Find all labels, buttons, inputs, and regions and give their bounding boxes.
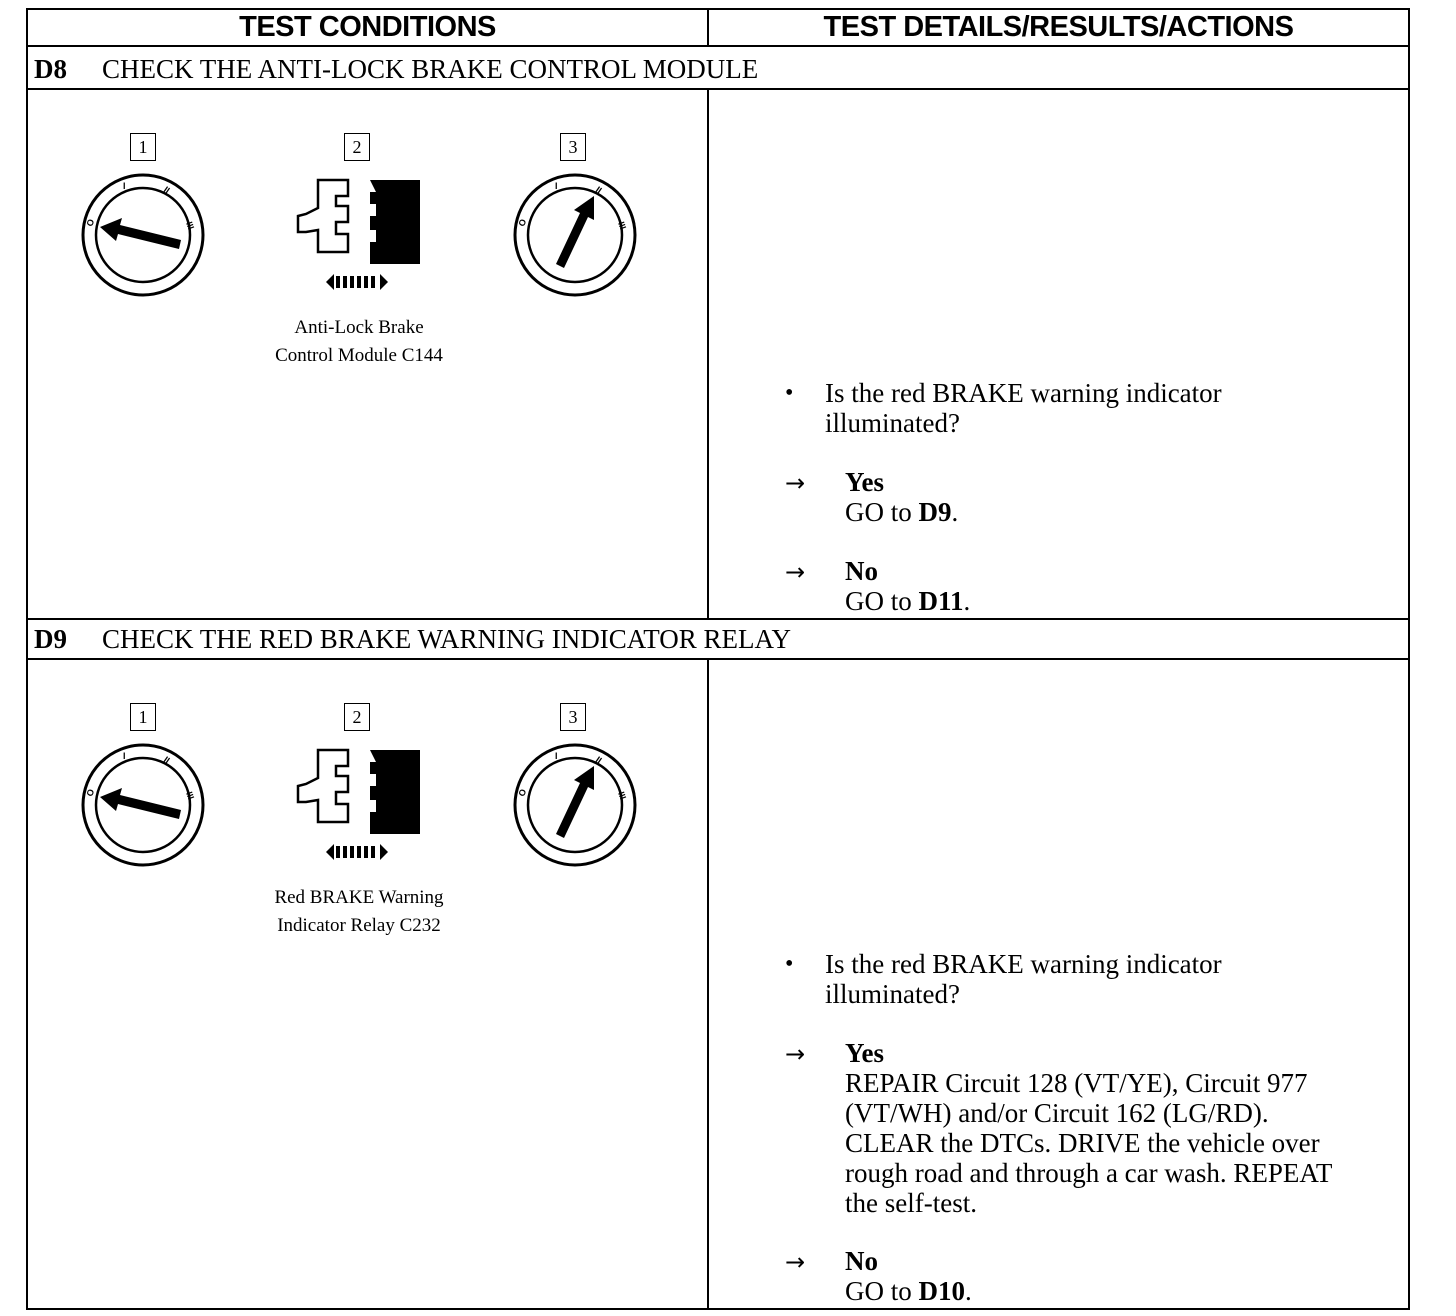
d8-no-result	[845, 556, 970, 616]
d9-yes-line-1: REPAIR Circuit 128 (VT/YE), Circuit 977	[845, 1068, 1308, 1098]
d9-yes-line-2: (VT/WH) and/or Circuit 162 (LG/RD).	[845, 1098, 1269, 1128]
d9-yes-line-5: the self-test.	[845, 1188, 977, 1218]
d9-yes-result	[845, 1038, 1332, 1218]
d9-step-number-3: 3	[560, 703, 586, 731]
d9-step-title	[34, 620, 791, 658]
ignition-switch-off-icon	[78, 740, 208, 870]
d8-yes-arrow-icon: →	[785, 469, 806, 497]
d8-caption-line-1: Anti-Lock Brake	[294, 317, 424, 338]
d9-question-line-1: Is the red BRAKE warning indicator	[825, 949, 1222, 979]
d8-connector-caption	[229, 314, 489, 370]
d9-no-action-target: D10	[918, 1276, 965, 1306]
svg-text:I: I	[123, 181, 126, 191]
d9-title-divider	[26, 658, 1410, 660]
connector-disconnect-icon	[292, 176, 422, 296]
d9-no-action	[845, 1276, 972, 1306]
d9-yes-label: Yes	[845, 1038, 884, 1068]
svg-text:III: III	[184, 220, 197, 231]
d8-no-label: No	[845, 556, 878, 586]
svg-text:III: III	[184, 790, 197, 801]
d9-caption-line-1: Red BRAKE Warning	[274, 887, 444, 908]
d8-yes-action-text: GO to	[845, 497, 919, 527]
d9-no-action-text: GO to	[845, 1276, 919, 1306]
d8-question-line-2: illuminated?	[825, 408, 960, 438]
d8-step-number-2: 2	[344, 133, 370, 161]
d8-step-number-3: 3	[560, 133, 586, 161]
svg-text:II: II	[161, 754, 172, 766]
d9-no-arrow-icon: →	[785, 1248, 806, 1276]
svg-text:I: I	[123, 751, 126, 761]
d8-caption-line-2: Control Module C144	[275, 345, 443, 366]
d8-no-action-suffix: .	[963, 586, 971, 616]
svg-text:I: I	[555, 751, 558, 761]
d8-question	[825, 378, 1222, 438]
d8-yes-label: Yes	[845, 467, 884, 497]
ignition-switch-run-icon	[510, 170, 640, 300]
d9-step-number-2: 2	[344, 703, 370, 731]
d9-yes-arrow-icon: →	[785, 1040, 806, 1068]
svg-text:O: O	[84, 217, 97, 228]
svg-text:O: O	[84, 787, 97, 798]
ignition-switch-off-icon	[78, 170, 208, 300]
d8-no-action-target: D11	[918, 586, 964, 616]
d8-step-title	[34, 50, 758, 88]
d9-step-id: D9	[34, 623, 67, 654]
svg-text:II: II	[593, 184, 604, 196]
d9-question-line-2: illuminated?	[825, 979, 960, 1009]
d9-step-heading: CHECK THE RED BRAKE WARNING INDICATOR RELAY	[102, 623, 792, 654]
d9-question	[825, 949, 1222, 1009]
d8-yes-result	[845, 467, 958, 527]
d8-column-divider	[707, 88, 709, 619]
d8-yes-action-suffix: .	[951, 497, 959, 527]
d8-step-number-1: 1	[130, 133, 156, 161]
d9-column-divider	[707, 658, 709, 1309]
d8-no-arrow-icon: →	[785, 558, 806, 586]
d9-caption-line-2: Indicator Relay C232	[277, 915, 441, 936]
d9-yes-line-4: rough road and through a car wash. REPEAT	[845, 1158, 1333, 1188]
svg-text:II: II	[161, 184, 172, 196]
test-conditions-header: TEST CONDITIONS	[239, 11, 496, 43]
d9-no-label: No	[845, 1246, 878, 1276]
d9-connector-caption	[229, 884, 489, 940]
d9-yes-line-3: CLEAR the DTCs. DRIVE the vehicle over	[845, 1128, 1320, 1158]
svg-text:II: II	[593, 754, 604, 766]
svg-text:I: I	[555, 181, 558, 191]
d9-no-action-suffix: .	[965, 1276, 972, 1306]
svg-text:O: O	[516, 787, 529, 798]
d9-step-number-1: 1	[130, 703, 156, 731]
d9-bullet: •	[785, 951, 794, 977]
d8-no-action-text: GO to	[845, 586, 919, 616]
d8-step-heading: CHECK THE ANTI-LOCK BRAKE CONTROL MODULE	[102, 53, 759, 84]
svg-text:III: III	[616, 790, 629, 801]
svg-text:O: O	[516, 217, 529, 228]
connector-disconnect-icon	[292, 746, 422, 866]
d8-yes-action-target: D9	[918, 497, 952, 527]
d8-title-divider	[26, 88, 1410, 90]
d8-step-id: D8	[34, 53, 67, 84]
d8-bullet: •	[785, 380, 794, 406]
ignition-switch-run-icon	[510, 740, 640, 870]
d8-yes-action	[845, 497, 958, 527]
d8-no-action	[845, 586, 970, 616]
d8-question-line-1: Is the red BRAKE warning indicator	[825, 378, 1222, 408]
test-details-header: TEST DETAILS/RESULTS/ACTIONS	[823, 11, 1294, 43]
d9-no-result	[845, 1246, 972, 1306]
svg-text:III: III	[616, 220, 629, 231]
